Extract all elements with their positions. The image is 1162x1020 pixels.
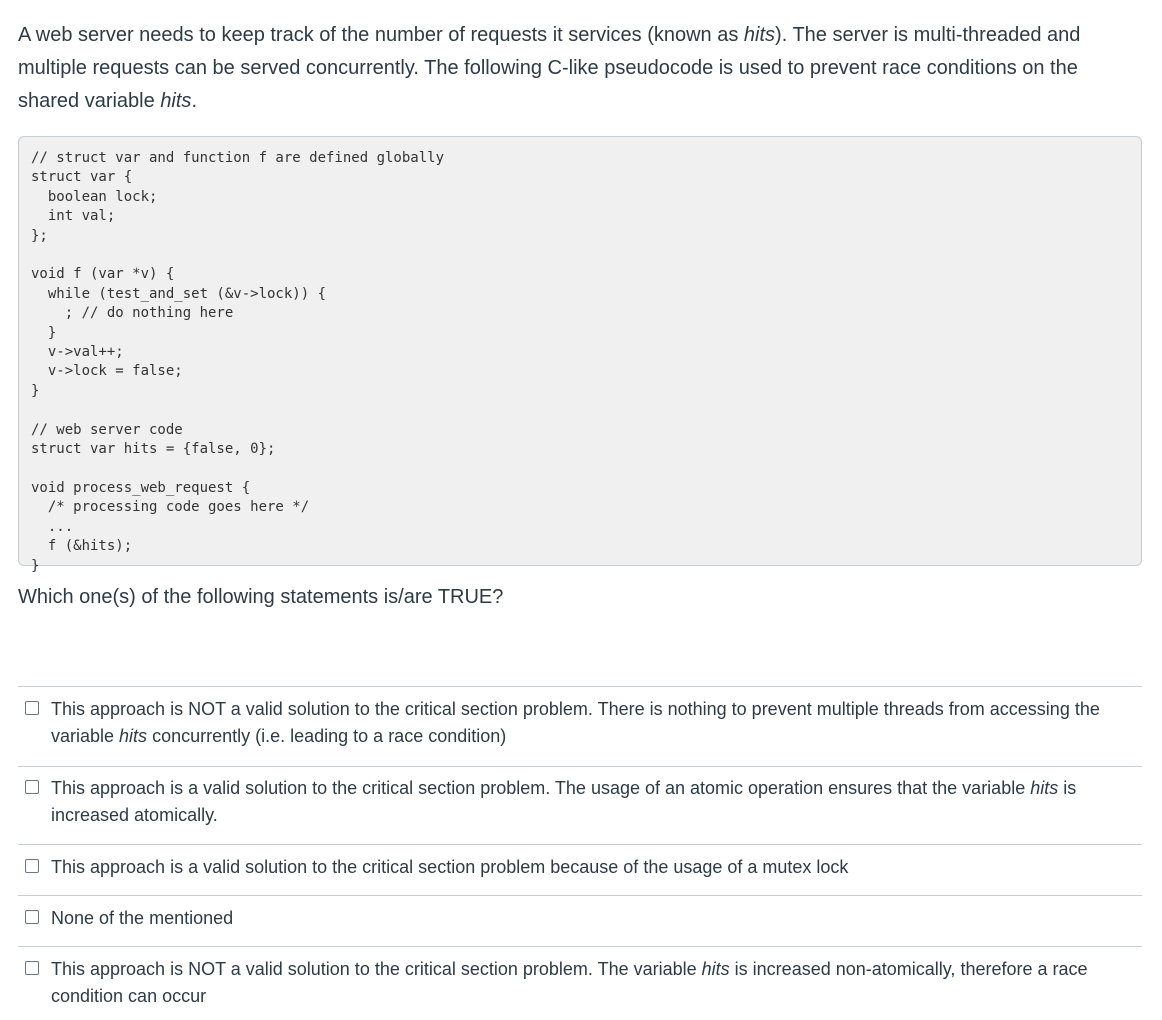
answer-option-5[interactable] xyxy=(18,946,1142,1020)
checkbox[interactable] xyxy=(25,910,39,924)
answer-list xyxy=(18,686,1142,1020)
answer-text: None of the mentioned xyxy=(51,908,234,928)
question-body xyxy=(18,19,1142,612)
question-intro xyxy=(18,19,1142,118)
intro-text: ). The server is multi-threaded and multiple requests can be served concurrently. The following C-like pseudocode is used to prevent race conditions on the shared variable xyxy=(18,24,1081,112)
answer-text: This approach is a valid solution to the critical section problem. The usage of an atomic operation ensures that the variable xyxy=(51,778,1031,798)
answer-emphasis-hits: hits xyxy=(701,959,730,979)
intro-emphasis-hits: hits xyxy=(160,90,192,112)
answer-option-3[interactable] xyxy=(18,844,1142,895)
checkbox[interactable] xyxy=(25,780,39,794)
intro-text: A web server needs to keep track of the number of requests it services (known as xyxy=(18,24,744,46)
answer-option-1[interactable] xyxy=(18,686,1142,766)
answer-option-2[interactable] xyxy=(18,766,1142,844)
answer-text: is increased atomically. xyxy=(51,778,1077,825)
answer-emphasis-hits: hits xyxy=(119,726,148,746)
answer-text: This approach is a valid solution to the critical section problem because of the usage of a mutex lock xyxy=(51,857,849,877)
intro-text: . xyxy=(191,90,197,112)
answer-label xyxy=(51,905,233,932)
answer-emphasis-hits: hits xyxy=(1030,778,1059,798)
question-prompt: Which one(s) of the following statements is/are TRUE? xyxy=(18,586,504,608)
checkbox[interactable] xyxy=(25,859,39,873)
checkbox[interactable] xyxy=(25,961,39,975)
answer-label xyxy=(51,696,1138,750)
code-block xyxy=(18,136,1142,574)
answer-option-4[interactable] xyxy=(18,895,1142,946)
intro-emphasis-hits: hits xyxy=(743,24,776,46)
answer-text: is increased non-atomically, therefore a race condition can occur xyxy=(51,959,1088,1006)
answer-text: This approach is NOT a valid solution to the critical section problem. There is nothing to prevent multiple threads from accessing the variable xyxy=(51,699,1100,746)
answer-text: This approach is NOT a valid solution to the critical section problem. The variable xyxy=(51,959,702,979)
checkbox[interactable] xyxy=(25,701,39,715)
answer-label xyxy=(51,775,1138,829)
code-listing: // struct var and function f are defined globally struct var { boolean lock; int val; }; void f (var *v) { while (test_and_set (&v->lock)) { ; // do nothing here } v->val++; v->lock = false; } // web server code struct var hits = {false, 0}; void process_web_request { /* processing code goes here */ ... f (&hits); } xyxy=(31,150,445,574)
answer-label xyxy=(51,956,1138,1010)
answer-label xyxy=(51,854,848,881)
answer-text: concurrently (i.e. leading to a race condition) xyxy=(147,726,507,746)
